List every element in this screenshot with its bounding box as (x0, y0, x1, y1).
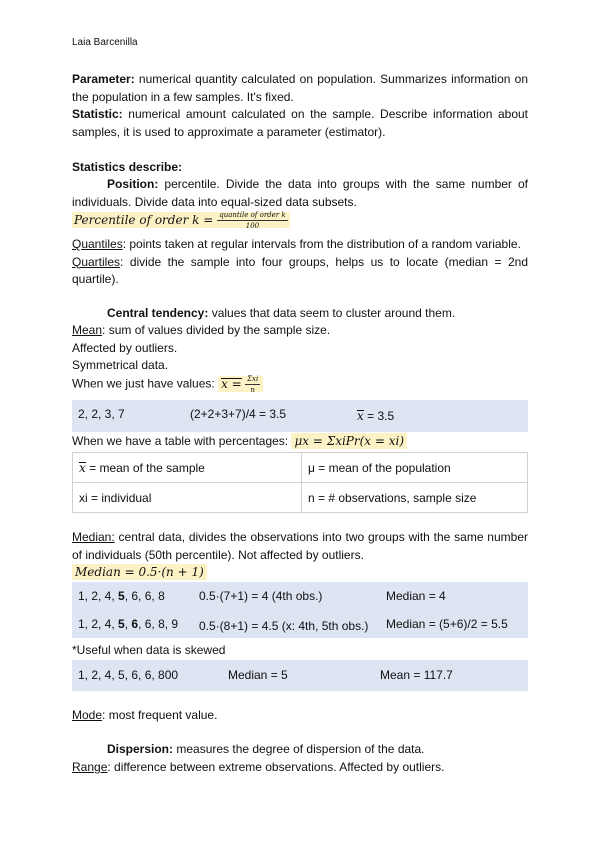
range-term: Range (72, 760, 108, 774)
dispersion-text: measures the degree of dispersion of the data. (173, 742, 425, 756)
dispersion-term: Dispersion: (107, 742, 174, 756)
notation-cell: x = mean of the sample (73, 453, 302, 483)
parameter-text: numerical quantity calculated on population. Summarizes information on the population in a few samples. It's fixed. (72, 72, 528, 104)
outliers-note: Affected by outliers. (72, 340, 178, 355)
statistic-text: numerical amount calculated on the sample. Describe information about samples, it is used to approximate a parameter (estimator). (72, 107, 528, 139)
median-formula (72, 565, 207, 579)
percentile-formula-lhs: Percentile of order k = (74, 212, 214, 227)
author-header: Laia Barcenilla (72, 37, 138, 48)
median-definition (72, 529, 528, 564)
xbar-symbol: x (357, 409, 364, 423)
median-row-2-calc: 0.5·(8+1) = 4.5 (x: 4th, 5th obs.) (199, 619, 369, 633)
position-definition (72, 176, 528, 211)
median-row-1-data: 1, 2, 4, 5, 6, 6, 8 (78, 589, 165, 603)
percentile-formula (72, 211, 290, 230)
statistic-term: Statistic: (72, 107, 123, 121)
notation-cell: xi = individual (73, 483, 302, 513)
quantiles-definition (72, 236, 528, 289)
skew-mean: Mean = 117.7 (380, 668, 453, 682)
median-text: central data, divides the observations into two groups with the same number of individuals (50th percentile). Not affected by outliers. (72, 530, 528, 562)
example-data: 2, 2, 3, 7 (78, 407, 125, 421)
skew-median: Median = 5 (228, 668, 288, 682)
symmetric-note: Symmetrical data. (72, 358, 169, 372)
median-row-2-result: Median = (5+6)/2 = 5.5 (386, 617, 508, 631)
notation-table (72, 452, 528, 513)
notation-cell: n = # observations, sample size (302, 483, 528, 513)
quantiles-text: : points taken at regular intervals from the distribution of a random variable. (122, 237, 521, 251)
quartiles-term: Quartiles (72, 254, 121, 269)
mean-example-row (72, 400, 528, 432)
parameter-definition (72, 71, 528, 141)
percentile-fraction: $\frac{\text{quantile of order k}}{100}$ (219, 211, 286, 230)
dispersion-definition (107, 742, 425, 756)
central-text: values that data seem to cluster around them. (208, 306, 456, 320)
skew-note: *Useful when data is skewed (72, 643, 226, 657)
mean-term: Mean (72, 323, 103, 337)
example-result: x = 3.5 (357, 409, 395, 423)
xbar-symbol: x (79, 460, 86, 475)
values-formula-line (72, 375, 263, 394)
parameter-term: Parameter: (72, 72, 135, 86)
mode-term: Mode (72, 708, 103, 722)
mean-definition (72, 322, 528, 375)
median-formula-text: Median = 0.5·(n + 1) (72, 564, 207, 580)
central-tendency-definition (72, 305, 528, 323)
values-formula-lhs: x = (221, 376, 242, 391)
values-label: When we just have values: (72, 376, 219, 391)
table-formula: μx = ΣxiPr(x = xi) (291, 433, 407, 449)
mean-text: : sum of values divided by the sample size. (102, 323, 331, 337)
skew-data: 1, 2, 4, 5, 6, 6, 800 (78, 668, 179, 682)
mode-text: : most frequent value. (102, 708, 218, 722)
median-row-2-data: 1, 2, 4, 5, 6, 6, 8, 9 (78, 617, 179, 631)
position-text: percentile. Divide the data into groups with the same number of individuals. Divide data into equal-sized data subsets. (72, 177, 528, 209)
range-text: : difference between extreme observations. Affected by outliers. (107, 760, 445, 774)
median-term: Median: (72, 530, 115, 544)
table-row (73, 483, 528, 513)
values-fraction: $\frac{\text{Σxi}}{n}$ (247, 375, 259, 394)
quartiles-text: : divide the sample into four groups, helps us to locate (median = 2nd quartile). (72, 254, 528, 286)
range-definition (72, 760, 444, 774)
central-term: Central tendency: (107, 306, 209, 320)
table-label: When we have a table with percentages: (72, 434, 292, 448)
table-formula-line (72, 434, 407, 448)
example-calc: (2+2+3+7)/4 = 3.5 (190, 407, 287, 421)
mode-definition (72, 708, 217, 722)
median-row-1-result: Median = 4 (386, 589, 446, 603)
median-example-rows (72, 582, 528, 638)
notation-cell: μ = mean of the population (302, 453, 528, 483)
skew-example-row (72, 660, 528, 691)
quantiles-term: Quantiles (72, 237, 123, 251)
position-term: Position: (107, 177, 159, 191)
table-row (73, 453, 528, 483)
median-row-1-calc: 0.5·(7+1) = 4 (4th obs.) (199, 589, 323, 603)
section-heading: Statistics describe: (72, 160, 183, 174)
